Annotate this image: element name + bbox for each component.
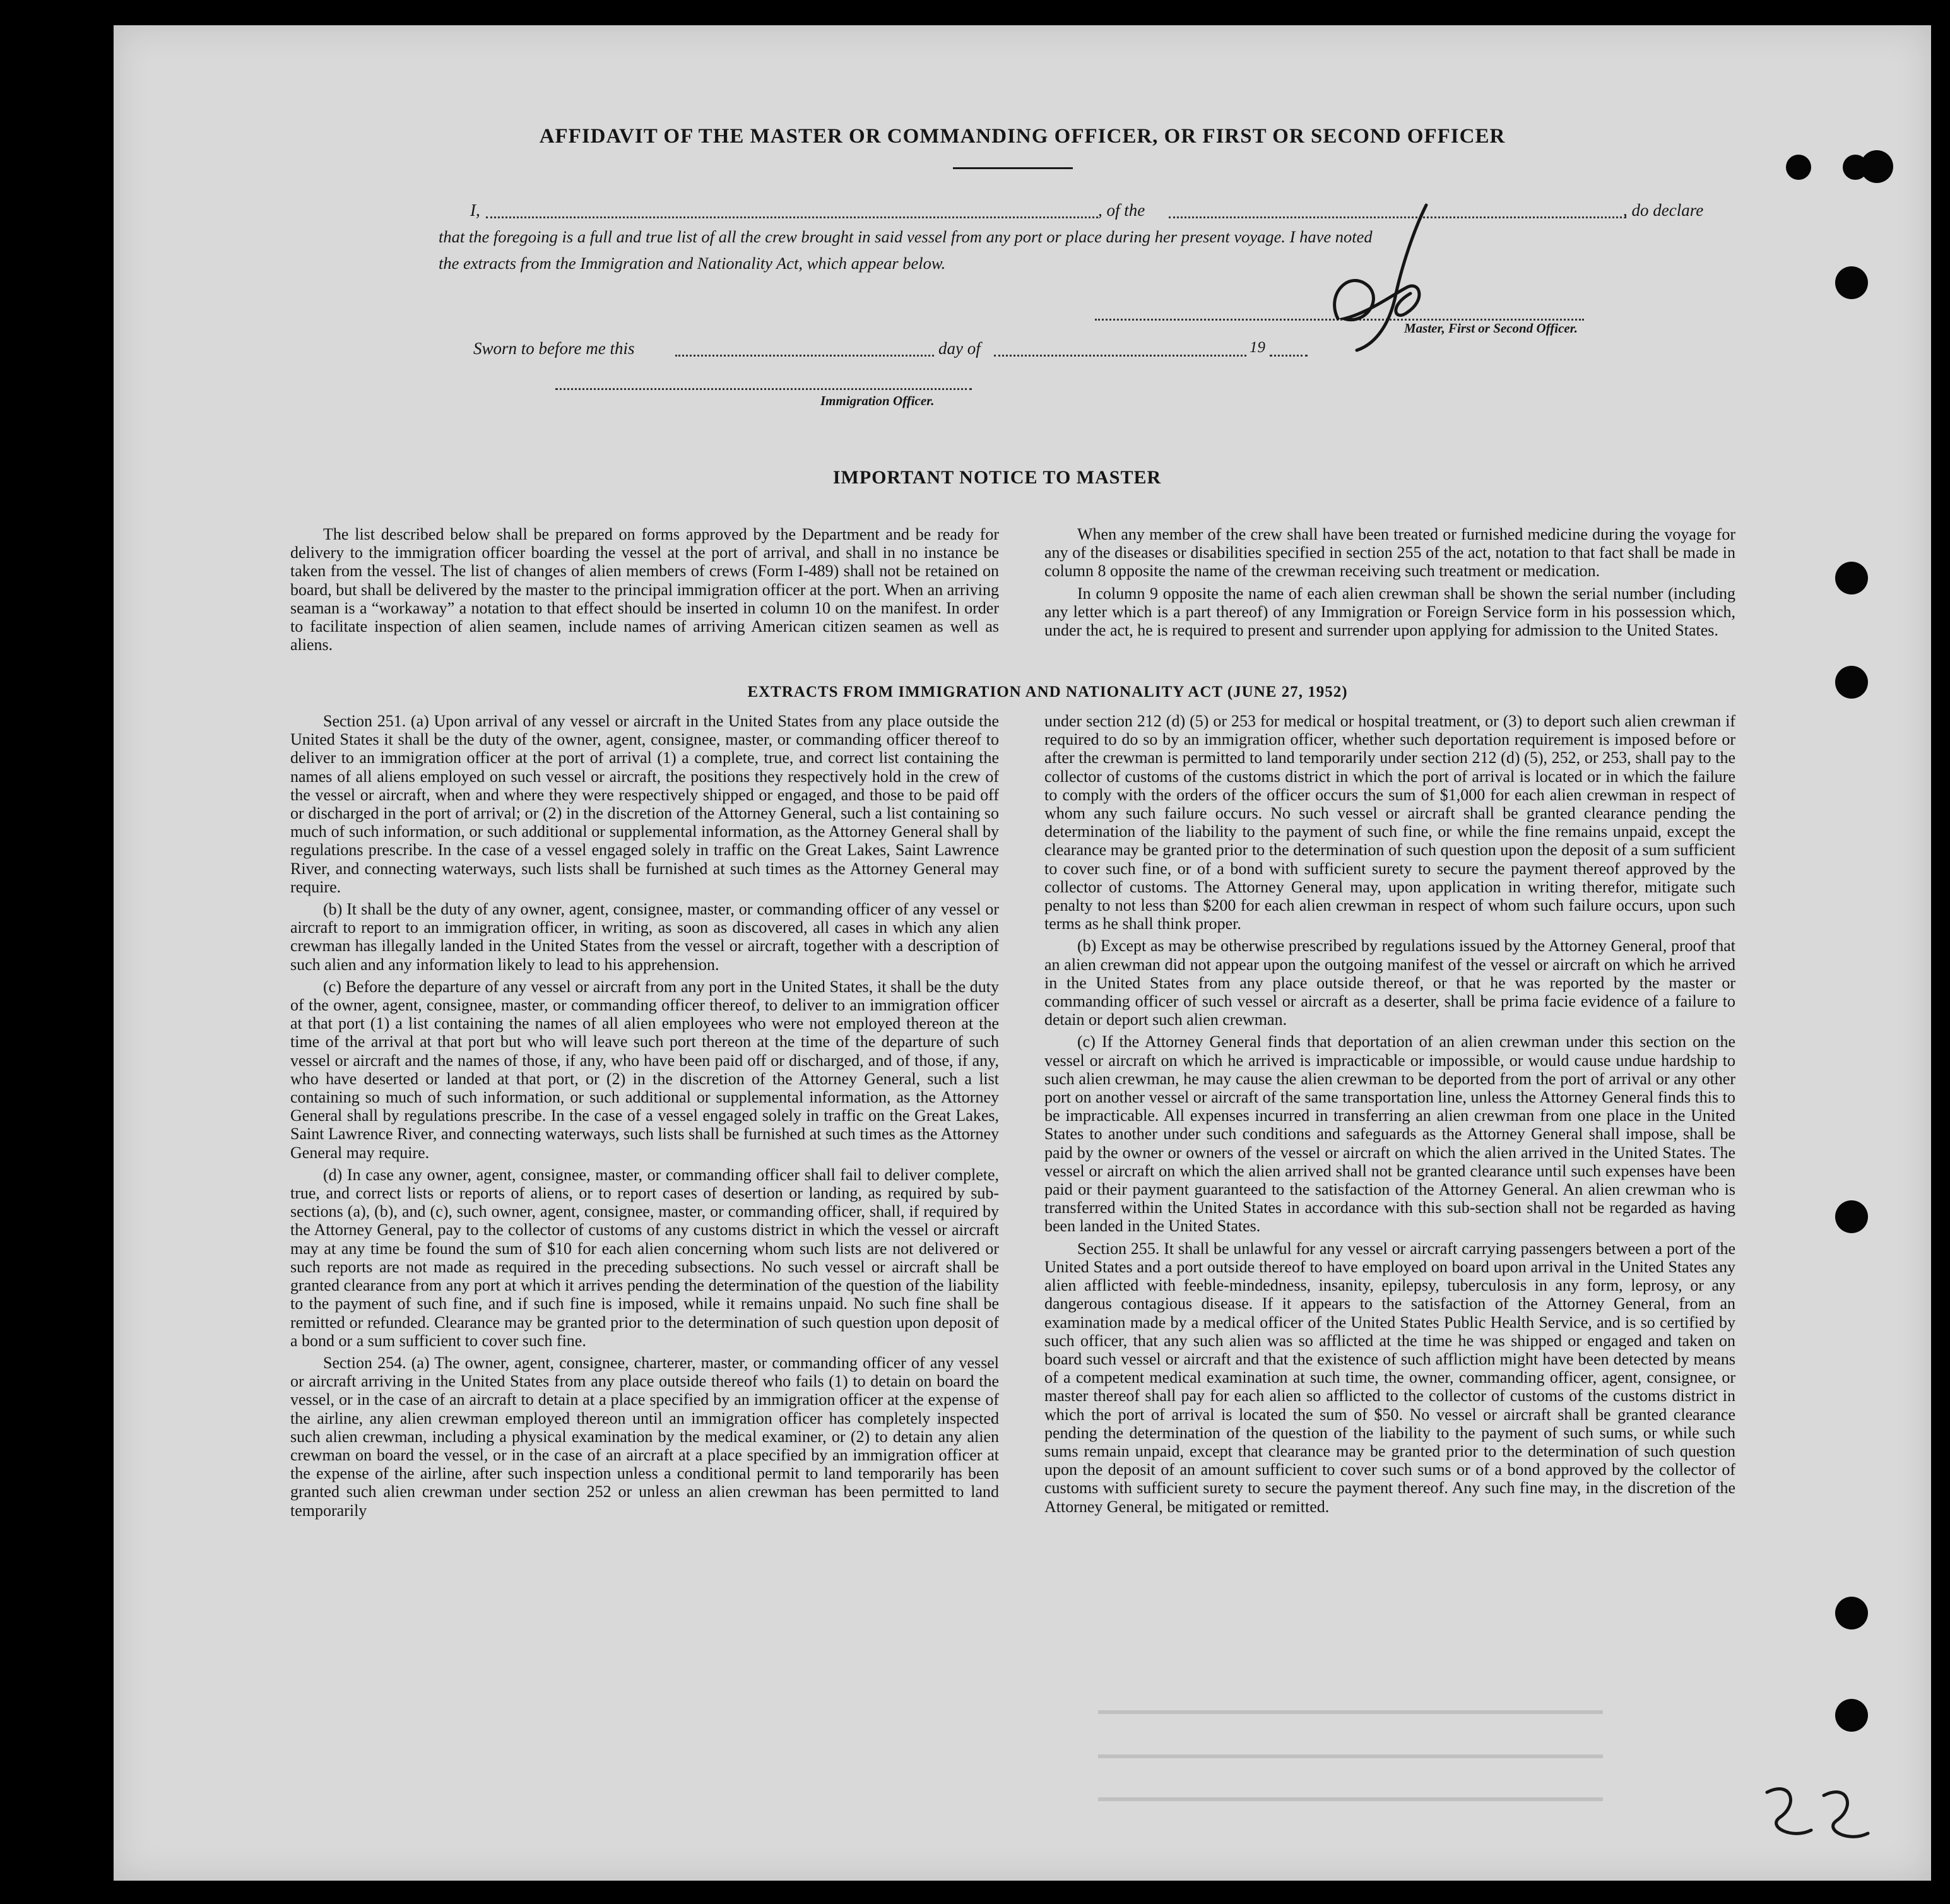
year-field-line <box>1270 355 1308 357</box>
handwritten-page-mark <box>1754 1780 1881 1849</box>
name-field-line <box>486 216 1098 218</box>
punch-hole <box>1835 266 1868 299</box>
section-254-a: Section 254. (a) The owner, agent, consignee, charterer, master, or commanding officer of any vessel or aircraft arriving in the United States from any place outside thereof who fails (1) to detain on board the vessel, or in the case of an aircraft to detain at a place specified by an immigration officer at the expense of the airline, any alien crewman employed thereon until an immigration officer has completely inspected such alien crewman, including a physical examination by the medical examiner, or (2) to detain any alien crewman on board the vessel, or in the case of an aircraft at a place specified by an immigration officer at the expense of the airline, after such inspection unless a conditional permit to land temporarily has been granted such alien crewman under section 252 or unless an alien crewman has been permitted to land temporarily <box>290 1353 999 1520</box>
declaration-line-1: that the foregoing is a full and true list of all the crew brought in said vessel from any port or place during her present voyage. I have noted <box>439 227 1373 246</box>
section-251-b: (b) It shall be the duty of any owner, agent, consignee, master, or commanding officer of any vessel or aircraft to report to an immigration officer, in writing, as soon as discovered, all cases in which any alien crewman has illegally landed in the United States from the vessel or aircraft, together with a description of such alien and any information likely to lead to his apprehension. <box>290 900 999 974</box>
do-declare-label: , do declare <box>1623 201 1704 220</box>
master-signature <box>1300 192 1464 363</box>
bleed-through-trace <box>1098 1754 1603 1758</box>
notice-right-column <box>1044 525 1735 639</box>
section-254-a-continued: under section 212 (d) (5) or 253 for medical or hospital treatment, or (3) to deport such alien crewman if required to do so by an immigration officer, whether such deportation requirement is imposed before or after the crewman is permitted to land temporarily under section 212 (d) (5), 252, or 253, shall pay to the collector of customs of the customs district in which the port of arrival is located or in which the failure to comply with the orders of the officer occurs the sum of $1,000 for each alien crewman in respect of whom any such failure occurs. No such vessel or aircraft shall be granted clearance pending the determination of the liability to the payment of such fine, or while the fine remains unpaid, except the clearance may be granted prior to the determination of such question upon the deposit of a sum sufficient to cover such fine, or of a bond with sufficient surety to secure the payment thereof approved by the collector of customs. The Attorney General may, upon application in writing therefor, mitigate such penalty to not less than $200 for each alien crewman in respect of whom such failure occurs, upon such terms as he shall think proper. <box>1044 712 1735 933</box>
i-label: I, <box>470 201 480 220</box>
extracts-right-column <box>1044 712 1735 1516</box>
immigration-officer-line <box>555 388 972 390</box>
bleed-through-trace <box>1098 1710 1603 1714</box>
punch-hole <box>1843 155 1868 180</box>
punch-hole <box>1835 1597 1868 1629</box>
affidavit-title: AFFIDAVIT OF THE MASTER OR COMMANDING OFFICER, OR FIRST OR SECOND OFFICER <box>539 125 1506 148</box>
master-caption: Master, First or Second Officer. <box>1404 321 1578 336</box>
punch-hole <box>1835 1200 1868 1233</box>
immigration-officer-caption: Immigration Officer. <box>820 393 935 408</box>
year-label: 19 <box>1250 339 1265 356</box>
document-page <box>114 25 1931 1881</box>
notice-left-paragraph: The list described below shall be prepared on forms approved by the Department and be ready for delivery to the immigration officer boarding the vessel at the port of arrival, and shall in no instance be taken from the vessel. The list of changes of alien members of crews (Form I-489) shall not be retained on board, but shall be delivered by the master to the principal immigration officer at the port. When an arriving seaman is a “workaway” a notation to that effect should be inserted in column 10 on the manifest. In order to facilitate inspection of alien seamen, include names of arriving American citizen seamen as well as aliens. <box>290 525 999 654</box>
bleed-through-trace <box>1098 1797 1603 1801</box>
declaration-line-2: the extracts from the Immigration and Nationality Act, which appear below. <box>439 254 946 273</box>
section-254-b: (b) Except as may be otherwise prescribed by regulations issued by the Attorney General, proof that an alien crewman did not appear upon the outgoing manifest of the vessel or aircraft on which he arrived in the United States from any place outside thereof, or that he was reported by the master or commanding officer of such vessel or aircraft as a deserter, shall be prima facie evidence of a failure to detain or deport such alien crewman. <box>1044 937 1735 1029</box>
section-251-d: (d) In case any owner, agent, consignee, master, or commanding officer shall fail to deliver complete, true, and correct lists or reports of aliens, or to report cases of desertion or landing, as required by sub-sections (a), (b), and (c), such owner, agent, consignee, master, or commanding officer, shall, if required by the Attorney General, pay to the collector of customs of any customs district in which the vessel or aircraft may at any time be found the sum of $10 for each alien concerning whom such lists are not delivered or such reports are not made as required in the preceding subsections. No such vessel or aircraft shall be granted clearance from any port at which it arrives pending the determination of the question of the liability to the payment of such fine, and if such fine is imposed, while it remains unpaid. No such fine shall be remitted or refunded. Clearance may be granted prior to the determination of such question upon deposit of a bond or a sum sufficient to cover such fine. <box>290 1165 999 1350</box>
title-underline <box>953 167 1073 169</box>
day-field-line <box>675 355 934 357</box>
of-the-label: , of the <box>1098 201 1145 220</box>
notice-right-paragraph-2: In column 9 opposite the name of each alien crewman shall be shown the serial number (including any letter which is a part thereof) of any Immigration or Foreign Service form in his possession which, under the act, he is required to present and surrender upon applying for admission to the United States. <box>1044 584 1735 640</box>
extracts-title: EXTRACTS FROM IMMIGRATION AND NATIONALITY ACT (JUNE 27, 1952) <box>747 683 1348 701</box>
section-254-c: (c) If the Attorney General finds that deportation of an alien crewman under this section on the vessel or aircraft on which he arrived is impracticable or impossible, or would cause undue hardship to such alien crewman, he may cause the alien crewman to be deported from the port of arrival or any other port on another vessel or aircraft of the same transportation line, unless the Attorney General finds this to be impracticable. All expenses incurred in transferring an alien crewman from one place in the United States to another under such conditions and safeguards as the Attorney General shall impose, shall be paid by the owner or owners of the vessel or aircraft on which the alien arrived in the United States. The vessel or aircraft on which the alien arrived shall not be granted clearance until such expenses have been paid or their payment guaranteed to the satisfaction of the Attorney General. An alien crewman who is transferred within the United States in accordance with this sub-section shall not be regarded as having been landed in the United States. <box>1044 1032 1735 1236</box>
section-255: Section 255. It shall be unlawful for any vessel or aircraft carrying passengers between a port of the United States and a port outside thereof to have employed on board upon arrival in the United States any alien afflicted with feeble-mindedness, insanity, epilepsy, tuberculosis in any form, leprosy, or any dangerous contagious disease. If it appears to the satisfaction of the Attorney General, from an examination made by a medical officer of the United States Public Health Service, and is so certified by such officer, that any such alien was so afflicted at the time he was shipped or engaged and taken on board such vessel or aircraft and that the existence of such affliction might have been detected by means of a competent medical examination at such time, the owner, commanding officer, agent, consignee, or master thereof shall pay for each alien so afflicted to the collector of customs of the customs district in which the port of arrival is located the sum of $50. No vessel or aircraft shall be granted clearance pending the determination of the question of the liability to the payment of such sums, or while such sums remain unpaid, except that clearance may be granted prior to the determination of such question upon the deposit of an amount sufficient to cover such sums or of a bond approved by the collector of customs with sufficient surety to secure the payment thereof. Any such fine may, in the discretion of the Attorney General, be mitigated or remitted. <box>1044 1239 1735 1516</box>
extracts-left-column <box>290 712 999 1520</box>
punch-hole <box>1786 155 1811 180</box>
sworn-label: Sworn to before me this <box>473 339 635 358</box>
notice-title: IMPORTANT NOTICE TO MASTER <box>832 467 1162 488</box>
punch-hole <box>1835 562 1868 594</box>
day-of-label: day of <box>938 339 981 358</box>
punch-hole <box>1835 1699 1868 1732</box>
month-field-line <box>994 355 1246 357</box>
notice-left-column <box>290 525 999 654</box>
section-251-c: (c) Before the departure of any vessel or aircraft from any port in the United States, it shall be the duty of the owner, agent, consignee, master, or commanding officer thereof, to deliver to an immigration officer at that port (1) a list containing the names of all alien employees who were not employed thereon at the time of the arrival at that port but who will leave such port thereon at the time of the departure of such vessel or aircraft and the names of those, if any, who have been paid off or discharged, and of those, if any, who have deserted or landed at that port, or (2) in the discretion of the Attorney General, such a list containing so much of such information, or such additional or supplemental information, as the Attorney General shall by regulations prescribe. In the case of a vessel engaged solely in traffic on the Great Lakes, Saint Lawrence River, and connecting waterways, such lists shall be furnished at such times as the Attorney General may require. <box>290 977 999 1162</box>
section-251-a: Section 251. (a) Upon arrival of any vessel or aircraft in the United States from any place outside the United States it shall be the duty of the owner, agent, consignee, master, or commanding officer thereof to deliver to an immigration officer at the port of arrival (1) a complete, true, and correct list containing the names of all aliens employed on such vessel or aircraft, the positions they respectively hold in the crew of the vessel or aircraft, when and where they were respectively shipped or engaged, and those to be paid off or discharged in the port of arrival; or (2) in the discretion of the Attorney General, such a list containing so much of such information, or such additional or supplemental information, as the Attorney General shall by regulations prescribe. In the case of a vessel engaged solely in traffic on the Great Lakes, Saint Lawrence River, and connecting waterways, such lists shall be furnished at such times as the Attorney General may require. <box>290 712 999 896</box>
notice-right-paragraph-1: When any member of the crew shall have been treated or furnished medicine during the voyage for any of the diseases or disabilities specified in section 255 of the act, notation to that fact shall be made in column 8 opposite the name of the crewman receiving such treatment or medication. <box>1044 525 1735 581</box>
